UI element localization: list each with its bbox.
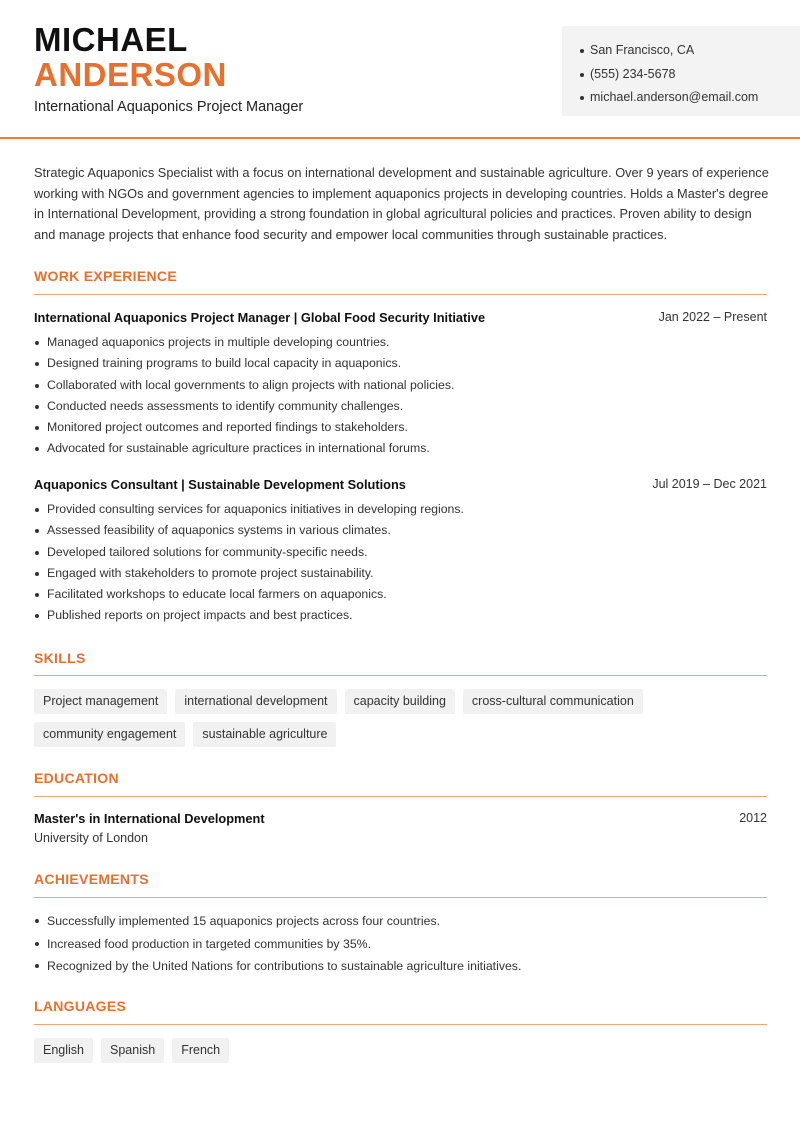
education-degree: Master's in International Development <box>34 811 265 826</box>
language-tags <box>34 1038 767 1063</box>
section-title-achievements: ACHIEVEMENTS <box>34 871 149 887</box>
skill-tag: sustainable agriculture <box>193 722 336 747</box>
list-item: Successfully implemented 15 aquaponics projects across four countries. <box>34 910 767 933</box>
section-divider <box>34 1024 767 1025</box>
list-item: Assessed feasibility of aquaponics systems in various climates. <box>34 520 767 541</box>
language-tag: Spanish <box>101 1038 164 1063</box>
job-title: International Aquaponics Project Manager <box>34 99 304 115</box>
job-header <box>34 310 767 325</box>
resume-header <box>0 0 800 139</box>
language-tag: French <box>172 1038 229 1063</box>
section-title-work: WORK EXPERIENCE <box>34 268 177 284</box>
language-tag: English <box>34 1038 93 1063</box>
list-item: Increased food production in targeted communities by 35%. <box>34 933 767 956</box>
section-title-languages: LANGUAGES <box>34 998 127 1014</box>
list-item: Recognized by the United Nations for contributions to sustainable agriculture initiatives. <box>34 955 767 978</box>
section-divider <box>34 294 767 295</box>
skill-tag: capacity building <box>345 689 455 714</box>
section-title-education: EDUCATION <box>34 770 119 786</box>
skill-tag: Project management <box>34 689 167 714</box>
job-header <box>34 477 767 492</box>
job-role: International Aquaponics Project Manager | Global Food Security Initiative <box>34 310 486 325</box>
section-divider <box>34 675 767 676</box>
achievement-bullets <box>34 910 767 978</box>
skill-tag: international development <box>175 689 336 714</box>
skill-tag: cross-cultural communication <box>463 689 643 714</box>
list-item: Provided consulting services for aquaponics initiatives in developing regions. <box>34 499 767 520</box>
section-divider <box>34 796 767 797</box>
education-school: University of London <box>34 831 148 845</box>
section-divider <box>34 897 767 898</box>
list-item: Developed tailored solutions for community-specific needs. <box>34 542 767 563</box>
summary-paragraph: Strategic Aquaponics Specialist with a focus on international development and sustainable agriculture. Over 9 years of experience working with NGOs and government agencies to implement aquaponics projects in developing countries. Holds a Master's degree in International Development, providing a strong foundation in global agricultural policies and practices. Proven ability to design and manage projects that enhance food security and empower local communities through sustainable practices. <box>34 165 769 243</box>
contact-phone[interactable]: (555) 234-5678 <box>580 63 758 87</box>
list-item: Published reports on project impacts and best practices. <box>34 605 767 626</box>
list-item: Conducted needs assessments to identify community challenges. <box>34 396 767 417</box>
contact-box <box>562 26 800 116</box>
job-dates: Jul 2019 – Dec 2021 <box>652 477 767 491</box>
list-item: Advocated for sustainable agriculture practices in international forums. <box>34 438 767 459</box>
job-dates: Jan 2022 – Present <box>658 310 767 324</box>
contact-email[interactable]: michael.anderson@email.com <box>580 86 758 110</box>
contact-list <box>580 39 758 110</box>
list-item: Designed training programs to build local capacity in aquaponics. <box>34 353 767 374</box>
skills-tags <box>34 689 767 747</box>
job-bullets <box>34 499 767 627</box>
skill-tag: community engagement <box>34 722 185 747</box>
list-item: Engaged with stakeholders to promote project sustainability. <box>34 563 767 584</box>
job-role: Aquaponics Consultant | Sustainable Development Solutions <box>34 477 406 492</box>
section-title-skills: SKILLS <box>34 650 86 666</box>
first-name: MICHAEL <box>34 21 188 58</box>
contact-location: San Francisco, CA <box>580 39 758 63</box>
list-item: Monitored project outcomes and reported findings to stakeholders. <box>34 417 767 438</box>
job-bullets <box>34 332 767 460</box>
list-item: Collaborated with local governments to align projects with national policies. <box>34 375 767 396</box>
list-item: Managed aquaponics projects in multiple developing countries. <box>34 332 767 353</box>
last-name: ANDERSON <box>34 56 227 93</box>
education-year: 2012 <box>739 811 767 825</box>
list-item: Facilitated workshops to educate local farmers on aquaponics. <box>34 584 767 605</box>
